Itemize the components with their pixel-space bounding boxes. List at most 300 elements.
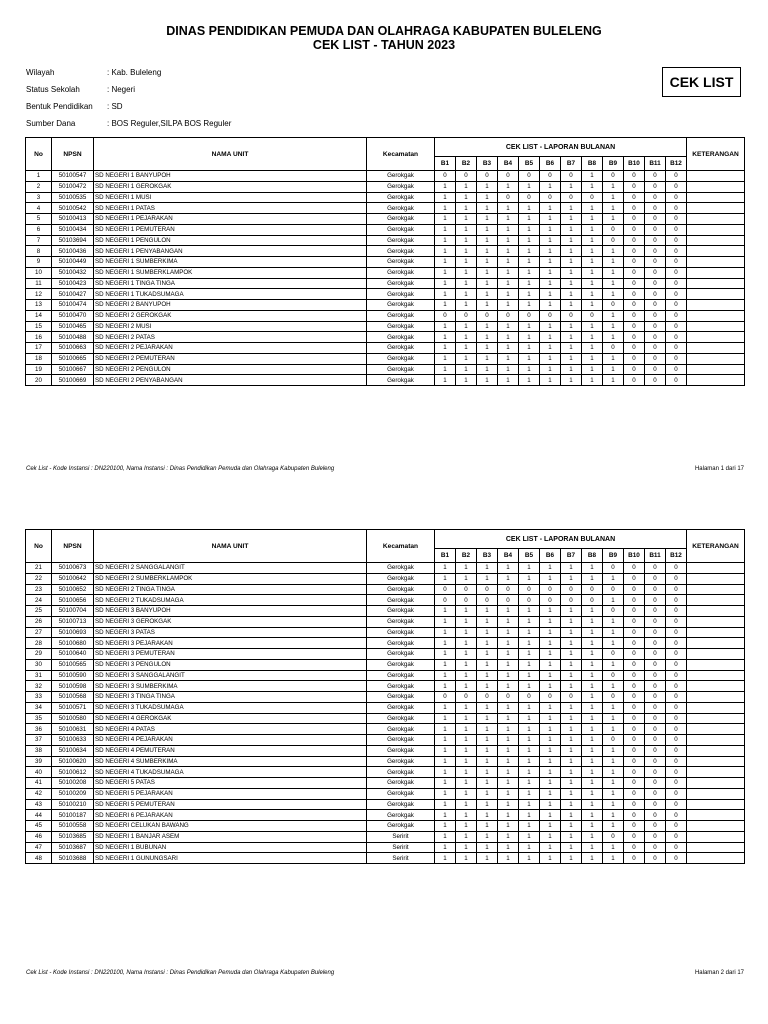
row-month-b11: 0 bbox=[645, 181, 666, 192]
row-nama-unit: SD NEGERI 1 PEMUTERAN bbox=[94, 224, 367, 235]
col-month-b1: B1 bbox=[435, 157, 456, 171]
row-keterangan bbox=[687, 246, 745, 257]
row-month-b8: 1 bbox=[582, 853, 603, 864]
row-no: 5 bbox=[26, 214, 52, 225]
row-month-b3: 1 bbox=[477, 563, 498, 574]
row-kecamatan: Gerokgak bbox=[367, 692, 435, 703]
row-month-b2: 0 bbox=[456, 171, 477, 182]
row-month-b3: 1 bbox=[477, 224, 498, 235]
row-month-b8: 1 bbox=[582, 246, 603, 257]
row-month-b9: 1 bbox=[603, 616, 624, 627]
row-month-b1: 1 bbox=[435, 799, 456, 810]
row-month-b4: 1 bbox=[498, 353, 519, 364]
row-month-b12: 0 bbox=[666, 692, 687, 703]
row-no: 14 bbox=[26, 310, 52, 321]
row-month-b9: 0 bbox=[603, 831, 624, 842]
footer-page-number: Halaman 1 dari 17 bbox=[694, 466, 744, 472]
row-month-b4: 1 bbox=[498, 246, 519, 257]
row-month-b3: 1 bbox=[477, 810, 498, 821]
table-row bbox=[26, 810, 745, 821]
row-month-b5: 1 bbox=[519, 267, 540, 278]
row-npsn: 50100558 bbox=[52, 821, 94, 832]
row-month-b1: 1 bbox=[435, 214, 456, 225]
row-kecamatan: Gerokgak bbox=[367, 289, 435, 300]
row-month-b3: 1 bbox=[477, 649, 498, 660]
report-title: DINAS PENDIDIKAN PEMUDA DAN OLAHRAGA KABUPATEN BULELENG bbox=[166, 24, 602, 38]
row-month-b1: 1 bbox=[435, 278, 456, 289]
row-month-b9: 1 bbox=[603, 203, 624, 214]
row-month-b12: 0 bbox=[666, 289, 687, 300]
row-month-b11: 0 bbox=[645, 616, 666, 627]
row-month-b7: 0 bbox=[561, 584, 582, 595]
row-month-b3: 1 bbox=[477, 257, 498, 268]
row-month-b5: 1 bbox=[519, 343, 540, 354]
row-month-b4: 0 bbox=[498, 171, 519, 182]
row-no: 46 bbox=[26, 831, 52, 842]
row-month-b1: 1 bbox=[435, 235, 456, 246]
row-no: 22 bbox=[26, 573, 52, 584]
row-keterangan bbox=[687, 289, 745, 300]
row-nama-unit: SD NEGERI 2 SUMBERKLAMPOK bbox=[94, 573, 367, 584]
row-month-b7: 1 bbox=[561, 831, 582, 842]
row-kecamatan: Seririt bbox=[367, 842, 435, 853]
row-month-b10: 0 bbox=[624, 681, 645, 692]
row-month-b12: 0 bbox=[666, 300, 687, 311]
row-nama-unit: SD NEGERI 2 PENYABANGAN bbox=[94, 375, 367, 386]
row-month-b9: 0 bbox=[603, 584, 624, 595]
row-no: 20 bbox=[26, 375, 52, 386]
row-month-b5: 0 bbox=[519, 192, 540, 203]
row-month-b4: 1 bbox=[498, 573, 519, 584]
row-month-b3: 1 bbox=[477, 343, 498, 354]
table-row bbox=[26, 616, 745, 627]
row-month-b1: 1 bbox=[435, 735, 456, 746]
row-npsn: 50103688 bbox=[52, 853, 94, 864]
row-month-b4: 1 bbox=[498, 321, 519, 332]
row-month-b4: 1 bbox=[498, 767, 519, 778]
row-month-b9: 1 bbox=[603, 257, 624, 268]
row-month-b6: 1 bbox=[540, 649, 561, 660]
col-no: No bbox=[26, 138, 52, 171]
row-month-b10: 0 bbox=[624, 745, 645, 756]
row-month-b9: 1 bbox=[603, 595, 624, 606]
row-month-b10: 0 bbox=[624, 702, 645, 713]
row-month-b7: 1 bbox=[561, 278, 582, 289]
row-month-b3: 1 bbox=[477, 724, 498, 735]
row-month-b2: 1 bbox=[456, 842, 477, 853]
row-no: 42 bbox=[26, 788, 52, 799]
row-month-b6: 1 bbox=[540, 724, 561, 735]
row-month-b4: 1 bbox=[498, 235, 519, 246]
table-row bbox=[26, 595, 745, 606]
row-month-b5: 1 bbox=[519, 681, 540, 692]
row-kecamatan: Gerokgak bbox=[367, 278, 435, 289]
table-row bbox=[26, 267, 745, 278]
col-npsn: NPSN bbox=[52, 138, 94, 171]
row-month-b2: 1 bbox=[456, 638, 477, 649]
row-month-b2: 1 bbox=[456, 267, 477, 278]
row-kecamatan: Gerokgak bbox=[367, 659, 435, 670]
row-month-b10: 0 bbox=[624, 343, 645, 354]
row-kecamatan: Gerokgak bbox=[367, 713, 435, 724]
row-keterangan bbox=[687, 735, 745, 746]
row-keterangan bbox=[687, 300, 745, 311]
row-month-b11: 0 bbox=[645, 767, 666, 778]
row-month-b10: 0 bbox=[624, 821, 645, 832]
row-month-b6: 1 bbox=[540, 788, 561, 799]
row-nama-unit: SD NEGERI 5 PATAS bbox=[94, 778, 367, 789]
row-no: 43 bbox=[26, 799, 52, 810]
row-month-b6: 1 bbox=[540, 573, 561, 584]
row-month-b1: 0 bbox=[435, 171, 456, 182]
col-month-b12: B12 bbox=[666, 157, 687, 171]
row-month-b12: 0 bbox=[666, 364, 687, 375]
table-row bbox=[26, 171, 745, 182]
row-month-b10: 0 bbox=[624, 713, 645, 724]
row-month-b12: 0 bbox=[666, 810, 687, 821]
row-month-b6: 1 bbox=[540, 267, 561, 278]
row-month-b3: 1 bbox=[477, 246, 498, 257]
row-month-b9: 1 bbox=[603, 278, 624, 289]
row-month-b11: 0 bbox=[645, 702, 666, 713]
row-npsn: 50100472 bbox=[52, 181, 94, 192]
row-npsn: 50100669 bbox=[52, 375, 94, 386]
row-month-b10: 0 bbox=[624, 171, 645, 182]
row-month-b11: 0 bbox=[645, 649, 666, 660]
row-month-b7: 1 bbox=[561, 616, 582, 627]
row-npsn: 50100663 bbox=[52, 343, 94, 354]
row-month-b8: 1 bbox=[582, 267, 603, 278]
row-month-b5: 1 bbox=[519, 300, 540, 311]
row-month-b4: 0 bbox=[498, 192, 519, 203]
row-month-b12: 0 bbox=[666, 638, 687, 649]
row-no: 7 bbox=[26, 235, 52, 246]
row-month-b4: 1 bbox=[498, 853, 519, 864]
row-month-b5: 1 bbox=[519, 713, 540, 724]
row-month-b4: 1 bbox=[498, 799, 519, 810]
row-month-b1: 1 bbox=[435, 767, 456, 778]
row-month-b4: 0 bbox=[498, 310, 519, 321]
row-npsn: 50100209 bbox=[52, 788, 94, 799]
row-month-b1: 1 bbox=[435, 181, 456, 192]
row-month-b4: 1 bbox=[498, 638, 519, 649]
row-month-b4: 1 bbox=[498, 278, 519, 289]
row-month-b4: 1 bbox=[498, 745, 519, 756]
row-keterangan bbox=[687, 810, 745, 821]
row-month-b5: 1 bbox=[519, 799, 540, 810]
row-keterangan bbox=[687, 192, 745, 203]
row-month-b3: 1 bbox=[477, 745, 498, 756]
row-month-b9: 1 bbox=[603, 627, 624, 638]
row-nama-unit: SD NEGERI 3 PEJARAKAN bbox=[94, 638, 367, 649]
row-month-b9: 1 bbox=[603, 573, 624, 584]
row-month-b2: 1 bbox=[456, 321, 477, 332]
row-kecamatan: Gerokgak bbox=[367, 778, 435, 789]
row-month-b5: 1 bbox=[519, 289, 540, 300]
row-month-b9: 1 bbox=[603, 702, 624, 713]
row-no: 40 bbox=[26, 767, 52, 778]
row-month-b9: 1 bbox=[603, 821, 624, 832]
row-month-b4: 1 bbox=[498, 649, 519, 660]
col-month-b7: B7 bbox=[561, 157, 582, 171]
table-row bbox=[26, 375, 745, 386]
row-nama-unit: SD NEGERI 2 BANYUPOH bbox=[94, 300, 367, 311]
table-row bbox=[26, 702, 745, 713]
row-month-b6: 1 bbox=[540, 235, 561, 246]
row-month-b1: 1 bbox=[435, 745, 456, 756]
row-nama-unit: SD NEGERI 2 PENGULON bbox=[94, 364, 367, 375]
row-npsn: 50100667 bbox=[52, 364, 94, 375]
row-month-b8: 1 bbox=[582, 300, 603, 311]
row-month-b7: 0 bbox=[561, 595, 582, 606]
table-row bbox=[26, 821, 745, 832]
row-month-b5: 1 bbox=[519, 375, 540, 386]
row-month-b1: 1 bbox=[435, 606, 456, 617]
row-month-b4: 1 bbox=[498, 267, 519, 278]
row-month-b10: 0 bbox=[624, 235, 645, 246]
row-month-b8: 1 bbox=[582, 563, 603, 574]
row-month-b9: 1 bbox=[603, 181, 624, 192]
row-month-b7: 0 bbox=[561, 310, 582, 321]
row-month-b9: 1 bbox=[603, 353, 624, 364]
row-month-b7: 1 bbox=[561, 235, 582, 246]
row-month-b4: 1 bbox=[498, 289, 519, 300]
row-kecamatan: Gerokgak bbox=[367, 364, 435, 375]
row-month-b10: 0 bbox=[624, 364, 645, 375]
row-npsn: 50100413 bbox=[52, 214, 94, 225]
row-keterangan bbox=[687, 799, 745, 810]
row-npsn: 50100680 bbox=[52, 638, 94, 649]
table-row bbox=[26, 756, 745, 767]
row-keterangan bbox=[687, 649, 745, 660]
row-month-b12: 0 bbox=[666, 616, 687, 627]
row-month-b9: 1 bbox=[603, 810, 624, 821]
row-npsn: 50100612 bbox=[52, 767, 94, 778]
row-no: 9 bbox=[26, 257, 52, 268]
row-month-b6: 1 bbox=[540, 810, 561, 821]
row-month-b12: 0 bbox=[666, 246, 687, 257]
row-month-b1: 1 bbox=[435, 246, 456, 257]
row-month-b2: 1 bbox=[456, 853, 477, 864]
row-npsn: 50100547 bbox=[52, 171, 94, 182]
row-month-b10: 0 bbox=[624, 799, 645, 810]
row-month-b11: 0 bbox=[645, 595, 666, 606]
row-month-b3: 1 bbox=[477, 767, 498, 778]
row-month-b8: 0 bbox=[582, 584, 603, 595]
row-npsn: 50100488 bbox=[52, 332, 94, 343]
row-month-b3: 1 bbox=[477, 300, 498, 311]
row-month-b6: 1 bbox=[540, 321, 561, 332]
row-month-b4: 0 bbox=[498, 692, 519, 703]
row-month-b5: 1 bbox=[519, 224, 540, 235]
row-month-b6: 1 bbox=[540, 681, 561, 692]
row-month-b7: 1 bbox=[561, 670, 582, 681]
row-month-b10: 0 bbox=[624, 778, 645, 789]
row-month-b4: 1 bbox=[498, 842, 519, 853]
row-month-b1: 1 bbox=[435, 788, 456, 799]
row-keterangan bbox=[687, 321, 745, 332]
row-npsn: 50100434 bbox=[52, 224, 94, 235]
row-nama-unit: SD NEGERI 1 TINGA TINGA bbox=[94, 278, 367, 289]
row-no: 37 bbox=[26, 735, 52, 746]
row-month-b11: 0 bbox=[645, 289, 666, 300]
row-month-b11: 0 bbox=[645, 853, 666, 864]
row-npsn: 50100210 bbox=[52, 799, 94, 810]
row-month-b7: 1 bbox=[561, 181, 582, 192]
row-npsn: 50103685 bbox=[52, 831, 94, 842]
row-month-b9: 1 bbox=[603, 767, 624, 778]
row-month-b1: 1 bbox=[435, 670, 456, 681]
row-month-b6: 0 bbox=[540, 692, 561, 703]
row-month-b3: 1 bbox=[477, 702, 498, 713]
row-npsn: 50100449 bbox=[52, 257, 94, 268]
row-month-b7: 1 bbox=[561, 638, 582, 649]
row-month-b7: 1 bbox=[561, 321, 582, 332]
row-month-b7: 1 bbox=[561, 343, 582, 354]
row-kecamatan: Seririt bbox=[367, 853, 435, 864]
row-month-b9: 0 bbox=[603, 224, 624, 235]
row-month-b9: 1 bbox=[603, 745, 624, 756]
row-month-b1: 1 bbox=[435, 203, 456, 214]
row-month-b8: 1 bbox=[582, 692, 603, 703]
row-month-b6: 1 bbox=[540, 627, 561, 638]
row-month-b5: 1 bbox=[519, 364, 540, 375]
table-row bbox=[26, 853, 745, 864]
row-month-b4: 1 bbox=[498, 831, 519, 842]
row-no: 10 bbox=[26, 267, 52, 278]
row-no: 39 bbox=[26, 756, 52, 767]
row-month-b9: 0 bbox=[603, 606, 624, 617]
row-month-b3: 1 bbox=[477, 192, 498, 203]
row-month-b4: 1 bbox=[498, 563, 519, 574]
row-month-b3: 1 bbox=[477, 778, 498, 789]
row-keterangan bbox=[687, 310, 745, 321]
col-nama-unit: NAMA UNIT bbox=[94, 530, 367, 563]
row-month-b10: 0 bbox=[624, 606, 645, 617]
row-month-b11: 0 bbox=[645, 821, 666, 832]
col-no: No bbox=[26, 530, 52, 563]
row-npsn: 50100642 bbox=[52, 573, 94, 584]
row-no: 11 bbox=[26, 278, 52, 289]
row-month-b1: 1 bbox=[435, 332, 456, 343]
row-month-b3: 1 bbox=[477, 181, 498, 192]
row-keterangan bbox=[687, 171, 745, 182]
row-kecamatan: Gerokgak bbox=[367, 224, 435, 235]
row-month-b3: 1 bbox=[477, 375, 498, 386]
row-npsn: 50100565 bbox=[52, 659, 94, 670]
col-month-b10: B10 bbox=[624, 157, 645, 171]
row-month-b11: 0 bbox=[645, 203, 666, 214]
row-month-b10: 0 bbox=[624, 278, 645, 289]
row-month-b6: 1 bbox=[540, 670, 561, 681]
row-npsn: 50103687 bbox=[52, 842, 94, 853]
row-keterangan bbox=[687, 681, 745, 692]
ceklist-label-box: CEK LIST bbox=[662, 67, 741, 97]
row-month-b2: 1 bbox=[456, 724, 477, 735]
row-month-b9: 1 bbox=[603, 842, 624, 853]
row-month-b11: 0 bbox=[645, 713, 666, 724]
row-month-b2: 1 bbox=[456, 767, 477, 778]
row-month-b4: 1 bbox=[498, 203, 519, 214]
row-kecamatan: Gerokgak bbox=[367, 300, 435, 311]
col-month-b4: B4 bbox=[498, 549, 519, 563]
row-month-b8: 1 bbox=[582, 821, 603, 832]
row-month-b11: 0 bbox=[645, 810, 666, 821]
col-month-b6: B6 bbox=[540, 157, 561, 171]
row-month-b12: 0 bbox=[666, 649, 687, 660]
row-month-b8: 1 bbox=[582, 171, 603, 182]
row-month-b3: 1 bbox=[477, 627, 498, 638]
row-npsn: 50100474 bbox=[52, 300, 94, 311]
row-month-b9: 1 bbox=[603, 246, 624, 257]
row-month-b3: 1 bbox=[477, 278, 498, 289]
row-month-b7: 1 bbox=[561, 214, 582, 225]
row-keterangan bbox=[687, 343, 745, 354]
row-kecamatan: Gerokgak bbox=[367, 343, 435, 354]
row-kecamatan: Gerokgak bbox=[367, 638, 435, 649]
row-month-b8: 1 bbox=[582, 224, 603, 235]
row-month-b6: 1 bbox=[540, 831, 561, 842]
row-month-b6: 1 bbox=[540, 767, 561, 778]
row-month-b3: 0 bbox=[477, 310, 498, 321]
row-month-b5: 1 bbox=[519, 702, 540, 713]
row-month-b7: 1 bbox=[561, 681, 582, 692]
row-npsn: 50103694 bbox=[52, 235, 94, 246]
row-month-b12: 0 bbox=[666, 563, 687, 574]
row-keterangan bbox=[687, 627, 745, 638]
row-month-b5: 1 bbox=[519, 853, 540, 864]
row-month-b6: 1 bbox=[540, 778, 561, 789]
row-month-b11: 0 bbox=[645, 214, 666, 225]
col-kecamatan: Kecamatan bbox=[367, 138, 435, 171]
row-month-b12: 0 bbox=[666, 627, 687, 638]
row-kecamatan: Gerokgak bbox=[367, 203, 435, 214]
row-month-b11: 0 bbox=[645, 735, 666, 746]
row-keterangan bbox=[687, 842, 745, 853]
table-row bbox=[26, 321, 745, 332]
row-month-b6: 1 bbox=[540, 181, 561, 192]
row-month-b12: 0 bbox=[666, 278, 687, 289]
row-month-b11: 0 bbox=[645, 310, 666, 321]
row-nama-unit: SD NEGERI 2 PEMUTERAN bbox=[94, 353, 367, 364]
row-month-b4: 1 bbox=[498, 224, 519, 235]
row-no: 17 bbox=[26, 343, 52, 354]
row-month-b9: 0 bbox=[603, 670, 624, 681]
row-month-b8: 0 bbox=[582, 595, 603, 606]
row-month-b1: 1 bbox=[435, 638, 456, 649]
row-month-b4: 1 bbox=[498, 375, 519, 386]
row-month-b1: 1 bbox=[435, 831, 456, 842]
row-no: 31 bbox=[26, 670, 52, 681]
row-month-b12: 0 bbox=[666, 181, 687, 192]
row-month-b5: 1 bbox=[519, 831, 540, 842]
row-month-b8: 1 bbox=[582, 321, 603, 332]
row-month-b11: 0 bbox=[645, 364, 666, 375]
row-kecamatan: Gerokgak bbox=[367, 563, 435, 574]
row-month-b12: 0 bbox=[666, 670, 687, 681]
row-month-b1: 0 bbox=[435, 692, 456, 703]
table-row bbox=[26, 670, 745, 681]
row-npsn: 50100633 bbox=[52, 735, 94, 746]
row-month-b7: 1 bbox=[561, 300, 582, 311]
row-no: 18 bbox=[26, 353, 52, 364]
row-month-b5: 1 bbox=[519, 638, 540, 649]
row-month-b12: 0 bbox=[666, 659, 687, 670]
row-month-b6: 1 bbox=[540, 616, 561, 627]
row-month-b5: 0 bbox=[519, 692, 540, 703]
row-month-b4: 1 bbox=[498, 788, 519, 799]
row-month-b10: 0 bbox=[624, 756, 645, 767]
